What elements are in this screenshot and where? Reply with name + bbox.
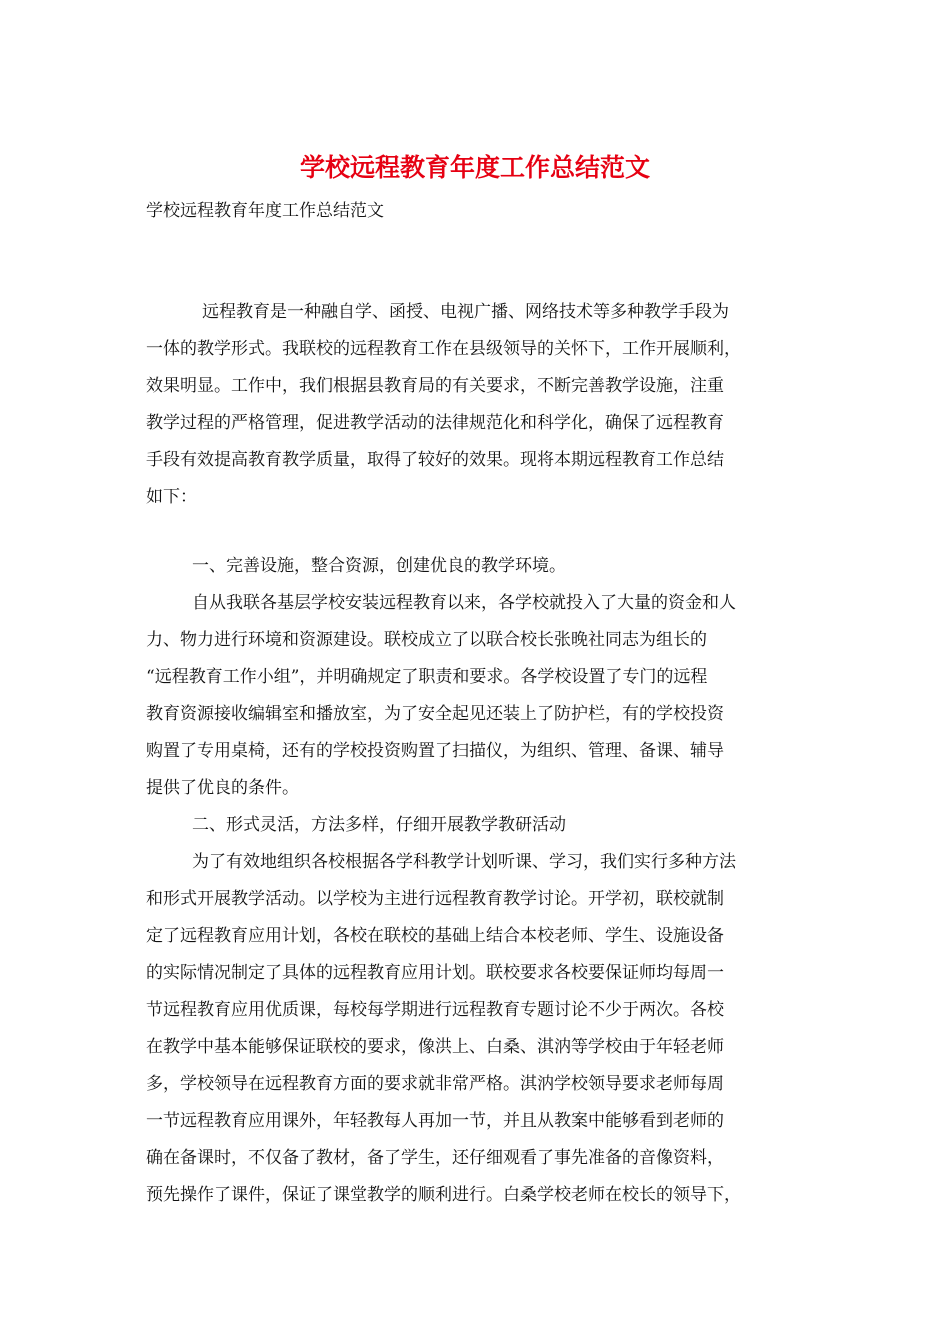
section-heading: 二、形式灵活，方法多样，仔细开展教学教研活动 xyxy=(192,815,566,835)
document-subtitle: 学校远程教育年度工作总结范文 xyxy=(146,201,384,221)
body-line: 购置了专用桌椅，还有的学校投资购置了扫描仪，为组织、管理、备课、辅导 xyxy=(146,741,724,761)
body-line: 的实际情况制定了具体的远程教育应用计划。联校要求各校要保证师均每周一 xyxy=(146,963,724,983)
intro-line: 效果明显。工作中，我们根据县教育局的有关要求，不断完善教学设施，注重 xyxy=(146,376,724,396)
body-line: 在教学中基本能够保证联校的要求，像洪上、白桑、淇汭等学校由于年轻老师 xyxy=(146,1037,724,1057)
intro-line: 远程教育是一种融自学、函授、电视广播、网络技术等多种教学手段为 xyxy=(202,302,729,322)
body-line: 多，学校领导在远程教育方面的要求就非常严格。淇汭学校领导要求老师每周 xyxy=(146,1074,724,1094)
body-line: 自从我联各基层学校安装远程教育以来，各学校就投入了大量的资金和人 xyxy=(192,593,736,613)
intro-line: 教学过程的严格管理，促进教学活动的法律规范化和科学化，确保了远程教育 xyxy=(146,413,724,433)
body-line: 提供了优良的条件。 xyxy=(146,778,299,798)
body-line: “远程教育工作小组”，并明确规定了职责和要求。各学校设置了专门的远程 xyxy=(146,667,708,687)
intro-line: 如下： xyxy=(146,487,197,507)
section-heading: 一、完善设施，整合资源，创建优良的教学环境。 xyxy=(192,556,566,576)
body-text xyxy=(146,548,806,1214)
intro-line: 一体的教学形式。我联校的远程教育工作在县级领导的关怀下，工作开展顺利， xyxy=(146,339,741,359)
intro-paragraph xyxy=(146,294,806,516)
body-line: 确在备课时，不仅备了教材，备了学生，还仔细观看了事先准备的音像资料， xyxy=(146,1148,724,1168)
body-line: 力、物力进行环境和资源建设。联校成立了以联合校长张晚社同志为组长的 xyxy=(146,630,707,650)
body-line: 定了远程教育应用计划，各校在联校的基础上结合本校老师、学生、设施设备 xyxy=(146,926,724,946)
body-line: 和形式开展教学活动。以学校为主进行远程教育教学讨论。开学初，联校就制 xyxy=(146,889,724,909)
body-line: 为了有效地组织各校根据各学科教学计划听课、学习，我们实行多种方法 xyxy=(192,852,736,872)
intro-line: 手段有效提高教育教学质量，取得了较好的效果。现将本期远程教育工作总结 xyxy=(146,450,724,470)
body-line: 教育资源接收编辑室和播放室，为了安全起见还装上了防护栏，有的学校投资 xyxy=(146,704,724,724)
document-title: 学校远程教育年度工作总结范文 xyxy=(299,153,650,182)
body-line: 预先操作了课件，保证了课堂教学的顺利进行。白桑学校老师在校长的领导下， xyxy=(146,1185,741,1205)
body-line: 节远程教育应用优质课，每校每学期进行远程教育专题讨论不少于两次。各校 xyxy=(146,1000,724,1020)
body-line: 一节远程教育应用课外，年轻教每人再加一节，并且从教案中能够看到老师的 xyxy=(146,1111,724,1131)
